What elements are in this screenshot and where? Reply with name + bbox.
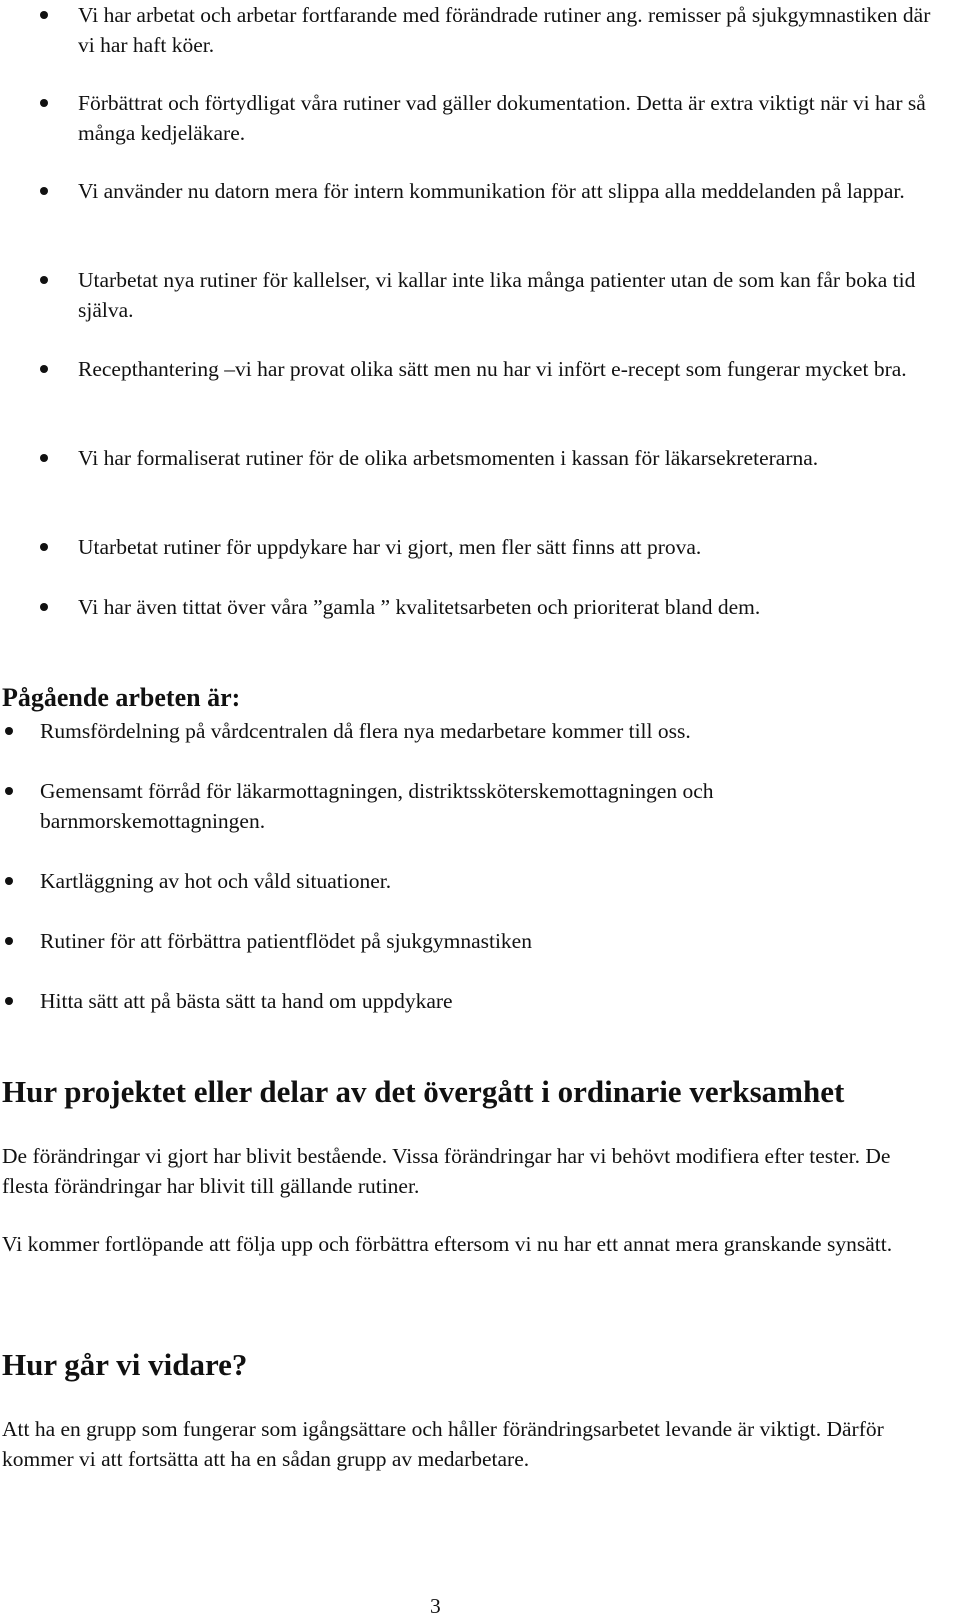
- list-item-text: Vi har arbetat och arbetar fortfarande med förändrade rutiner ang. remisser på sjukgymnastiken där vi har haft köer.: [78, 3, 931, 57]
- list-item-text: Vi har formaliserat rutiner för de olika arbetsmomenten i kassan för läkarsekreterarna.: [78, 446, 819, 470]
- list-item-text: Vi har även tittat över våra ”gamla ” kvalitetsarbeten och prioriterat bland dem.: [78, 595, 761, 619]
- list-item: [78, 0, 938, 60]
- list-item: [78, 443, 938, 473]
- list-item: [40, 866, 920, 896]
- list-item: [40, 986, 920, 1016]
- list-item: [78, 88, 938, 148]
- list-item-text: Gemensamt förråd för läkarmottagningen, distriktssköterskemottagningen och barnmorskemottagningen.: [40, 779, 714, 833]
- list-item: [78, 354, 938, 384]
- next-steps-heading: Hur går vi vidare?: [2, 1347, 248, 1382]
- bullet-icon: [5, 877, 13, 885]
- bullet-icon: [40, 603, 48, 611]
- list-item-text: Vi använder nu datorn mera för intern kommunikation för att slippa alla meddelanden på lappar.: [78, 179, 905, 203]
- bullet-icon: [5, 727, 13, 735]
- transition-heading: Hur projektet eller delar av det övergått i ordinarie verksamhet: [2, 1074, 845, 1109]
- list-item-text: Hitta sätt att på bästa sätt ta hand om uppdykare: [40, 989, 453, 1013]
- list-item-text: Kartläggning av hot och våld situationer.: [40, 869, 392, 893]
- bullet-icon: [40, 99, 48, 107]
- list-item: [78, 532, 938, 562]
- bullet-icon: [5, 937, 13, 945]
- ongoing-heading: Pågående arbeten är:: [2, 683, 241, 712]
- list-item: [40, 776, 920, 836]
- bullet-icon: [40, 454, 48, 462]
- next-steps-paragraph: Att ha en grupp som fungerar som igångsättare och håller förändringsarbetet levande är viktigt. Därför kommer vi att fortsätta att ha en sådan grupp av medarbetare.: [2, 1417, 884, 1471]
- bullet-icon: [5, 787, 13, 795]
- list-item-text: Recepthantering –vi har provat olika sätt men nu har vi infört e-recept som fungerar mycket bra.: [78, 357, 907, 381]
- list-item-text: Förbättrat och förtydligat våra rutiner vad gäller dokumentation. Detta är extra viktigt när vi har så många kedjeläkare.: [78, 91, 926, 145]
- list-item: [78, 592, 938, 622]
- bullet-icon: [40, 11, 48, 19]
- list-item: [40, 926, 920, 956]
- transition-paragraph: De förändringar vi gjort har blivit bestående. Vissa förändringar har vi behövt modifiera efter tester. De flesta förändringar har blivit till gällande rutiner.: [2, 1144, 891, 1198]
- list-item: [40, 716, 920, 746]
- list-item-text: Utarbetat nya rutiner för kallelser, vi kallar inte lika många patienter utan de som kan får boka tid själva.: [78, 268, 916, 322]
- bullet-icon: [40, 276, 48, 284]
- bullet-icon: [40, 543, 48, 551]
- bullet-icon: [40, 187, 48, 195]
- list-item-text: Rutiner för att förbättra patientflödet på sjukgymnastiken: [40, 929, 532, 953]
- page-number: 3: [430, 1594, 441, 1618]
- list-item: [78, 176, 938, 206]
- bullet-icon: [40, 365, 48, 373]
- list-item: [78, 265, 938, 325]
- list-item-text: Rumsfördelning på vårdcentralen då flera nya medarbetare kommer till oss.: [40, 719, 691, 743]
- bullet-icon: [5, 997, 13, 1005]
- transition-paragraph: Vi kommer fortlöpande att följa upp och förbättra eftersom vi nu har ett annat mera granskande synsätt.: [2, 1232, 893, 1256]
- list-item-text: Utarbetat rutiner för uppdykare har vi gjort, men fler sätt finns att prova.: [78, 535, 702, 559]
